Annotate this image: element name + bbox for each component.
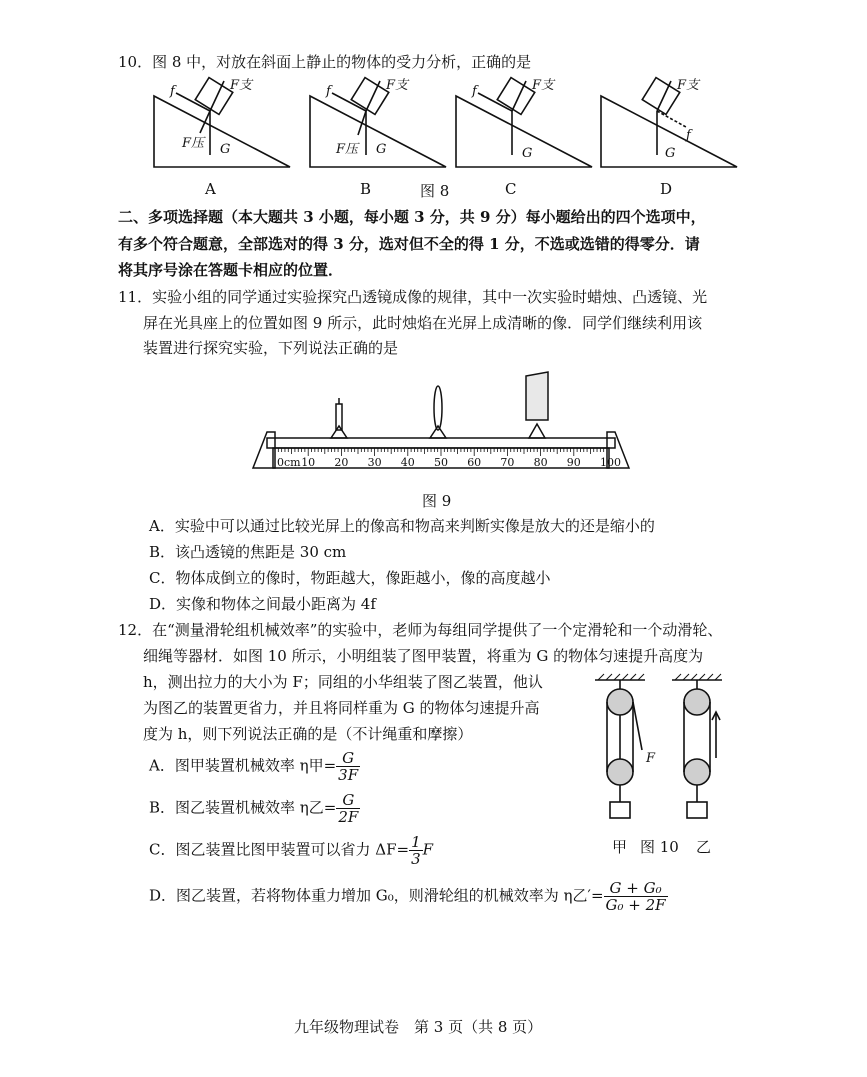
block-b (351, 78, 389, 115)
label-fzhi-b: F支 (386, 78, 409, 93)
block-a (195, 78, 233, 115)
ruler-tick-label: 30 (367, 456, 382, 469)
q11-line3: 装置进行探究实验，下列说法正确的是 (143, 339, 399, 357)
fraction-c-numerator: 1 (411, 833, 421, 851)
fraction-a-denominator: 3F (338, 766, 359, 784)
ruler-tick-label: 20 (334, 456, 349, 469)
candle-holder (331, 426, 347, 438)
movable-pulley-yi (684, 759, 710, 785)
fraction-b-numerator: G (336, 792, 360, 809)
ruler-tick-labels (277, 456, 621, 469)
weight-jia (610, 802, 630, 818)
figure-10-pulleys (590, 672, 730, 832)
q11-option-c: C．物体成倒立的像时，物距越大，像距越小，像的高度越小 (149, 569, 551, 587)
q12-line1: 12．在“测量滑轮组机械效率”的实验中，老师为每组同学提供了一个定滑轮和一个动滑轮、 (118, 621, 723, 639)
fraction-c (409, 834, 423, 867)
q12-line3: h，测出拉力的大小为 F；同组的小华组装了图乙装置，他认 (143, 673, 543, 691)
fraction-d (604, 880, 668, 913)
ruler-tick-label: 40 (400, 456, 415, 469)
label-fzhi-a: F支 (230, 78, 253, 93)
ruler-tick-label: 80 (533, 456, 548, 469)
section2-line2: 有多个符合题意，全部选对的得 3 分，选对但不全的得 1 分，不选或选错的得零分．请 (118, 235, 700, 253)
fraction-a (336, 750, 360, 783)
section2-line3: 将其序号涂在答题卡相应的位置． (118, 261, 344, 279)
q11-option-a: A．实验中可以通过比较光屏上的像高和物高来判断实像是放大的还是缩小的 (149, 517, 655, 535)
ruler-tick-label: 100 (600, 456, 621, 469)
option-label-d: D (660, 180, 673, 198)
weight-yi (687, 802, 707, 818)
label-g-b: G (376, 142, 387, 157)
q12-line2: 细绳等器材．如图 10 所示，小明组装了图甲装置，将重为 G 的物体匀速提升高度为 (143, 647, 704, 665)
label-g-a: G (220, 142, 231, 157)
fraction-d-numerator: G + G₀ (604, 880, 668, 897)
option-label-c: C (505, 180, 517, 198)
ruler-tick-label: 60 (467, 456, 482, 469)
q12-option-b (149, 792, 360, 825)
ruler-tick-label: 90 (566, 456, 581, 469)
q12-option-b-text: B．图乙装置机械效率 η乙= (149, 798, 337, 817)
label-f-a: f (170, 84, 175, 99)
q10-stem: 10．图 8 中，对放在斜面上静止的物体的受力分析，正确的是 (118, 53, 532, 71)
label-jia: 甲 (612, 838, 628, 856)
q12-option-d (149, 880, 668, 913)
q11-option-d: D．实像和物体之间最小距离为 4f (149, 595, 376, 613)
figure-8-inclines (140, 75, 755, 185)
label-fya-b: F压 (336, 142, 359, 157)
figure-10-caption: 图 10 (640, 838, 679, 856)
convex-lens (434, 386, 442, 430)
label-fya-a: F压 (182, 136, 205, 151)
label-yi: 乙 (696, 838, 712, 856)
q12-line4: 为图乙的装置更省力，并且将同样重为 G 的物体匀速提升高 (143, 699, 540, 717)
figure-8-caption: 图 8 (420, 182, 450, 200)
fraction-d-denominator: G₀ + 2F (605, 896, 666, 914)
q12-option-d-text: D．图乙装置，若将物体重力增加 G₀，则滑轮组的机械效率为 η乙′= (149, 886, 604, 905)
rope-pull-jia (633, 702, 642, 750)
label-f-d: f (686, 128, 691, 143)
option-label-a: A (205, 180, 216, 198)
page-footer: 九年级物理试卷 第 3 页（共 8 页） (294, 1018, 543, 1036)
fraction-a-numerator: G (336, 750, 360, 767)
fraction-b (336, 792, 360, 825)
fixed-pulley-yi (684, 689, 710, 715)
q12-option-c (149, 834, 433, 867)
q11-line2: 屏在光具座上的位置如图 9 所示，此时烛焰在光屏上成清晰的像．同学们继续利用该 (143, 314, 703, 332)
label-fzhi-d: F支 (677, 78, 700, 93)
q11-line1: 11．实验小组的同学通过实验探究凸透镜成像的规律，其中一次实验时蜡烛、凸透镜、光 (118, 288, 708, 306)
light-screen (526, 372, 548, 420)
force-label-f: F (646, 751, 656, 766)
label-f-b: f (326, 84, 331, 99)
q11-option-b: B．该凸透镜的焦距是 30 cm (149, 543, 347, 561)
section2-line1: 二、多项选择题（本大题共 3 小题，每小题 3 分，共 9 分）每小题给出的四个选项中， (118, 208, 706, 226)
fraction-b-denominator: 2F (338, 808, 359, 826)
figure-9-optical-bench (245, 368, 635, 478)
ruler-tick-label: 70 (500, 456, 515, 469)
q12-option-c-text: C．图乙装置比图甲装置可以省力 ΔF= (149, 840, 410, 859)
label-g-c: G (522, 146, 533, 161)
fixed-pulley-jia (607, 689, 633, 715)
q12-line5: 度为 h，则下列说法正确的是（不计绳重和摩擦） (143, 725, 473, 743)
ruler-tick-label: 0cm (277, 456, 301, 469)
movable-pulley-jia (607, 759, 633, 785)
ruler-tick-label: 10 (301, 456, 316, 469)
fraction-c-denominator: 3 (411, 850, 421, 868)
block-d (642, 78, 680, 115)
option-label-b: B (360, 180, 372, 198)
q12-option-a (149, 750, 360, 783)
figure-9-caption: 图 9 (422, 492, 452, 510)
q12-option-a-text: A．图甲装置机械效率 η甲= (149, 756, 337, 775)
ruler-tick-label: 50 (434, 456, 448, 469)
q12-option-c-tail: F (422, 840, 434, 859)
label-g-d: G (665, 146, 676, 161)
label-f-c: f (472, 84, 477, 99)
label-fzhi-c: F支 (532, 78, 555, 93)
rail-top (267, 438, 615, 448)
ruler-minor-ticks (275, 448, 607, 456)
block-c (497, 78, 535, 115)
